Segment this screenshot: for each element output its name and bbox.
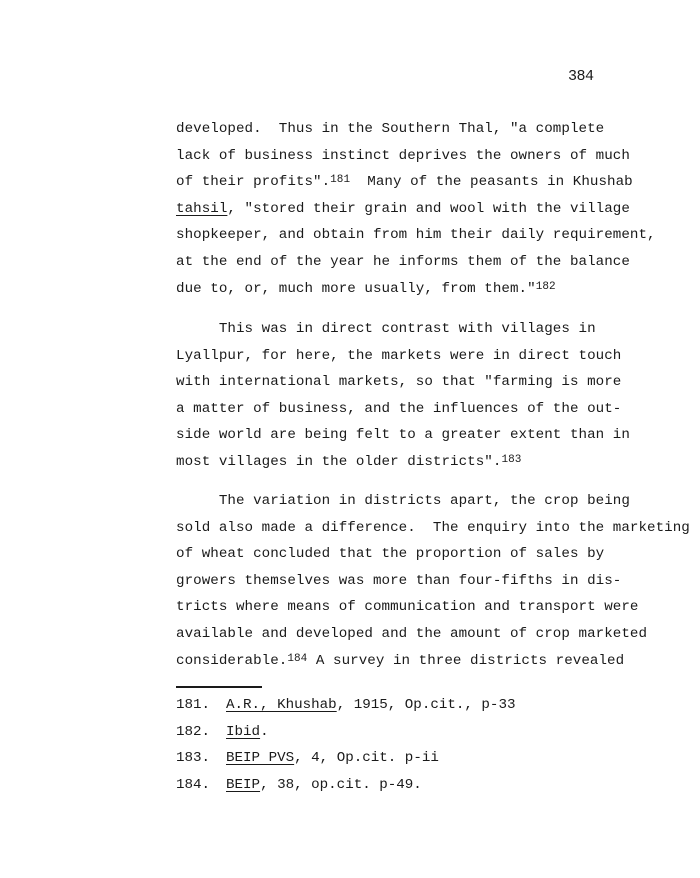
footnote-detail: , 38, op.cit. p-49. [260,776,422,793]
footnote-marker: 182 [535,280,556,293]
line-text: with international markets, so that "farming is more [176,374,622,391]
line-text: a matter of business, and the influences of the out- [176,400,622,417]
text-line [176,572,621,590]
footnote-source: A.R., Khushab [226,697,337,713]
underlined-term: tahsil [176,200,228,217]
footnote-divider [176,686,262,688]
footnote-marker: 181 [330,174,351,187]
footnote-detail: . [260,723,269,740]
footnote-source: Ibid [226,723,261,740]
text-line [176,492,630,510]
page-number: 384 [568,68,594,85]
line-text: side world are being felt to a greater extent than in [176,427,630,444]
line-text: , "stored their grain and wool with the village [227,200,630,217]
text-line [176,200,630,218]
text-line [176,253,630,271]
footnote-marker: 184 [287,652,308,665]
line-text: A survey in three districts revealed [307,652,625,669]
text-line [176,280,556,298]
line-text: tricts where means of communication and transport were [176,599,639,616]
footnote-number: 183. [176,750,211,767]
footnote-source: BEIP PVS [226,750,295,767]
text-line [176,598,638,616]
line-text: lack of business instinct deprives the owners of much [176,147,630,164]
line-text: considerable. [176,652,288,669]
footnote-marker: 183 [501,454,522,466]
line-text: developed. Thus in the Southern Thal, "a complete [176,121,605,137]
line-text: most villages in the older districts". [176,454,502,470]
footnote [176,696,515,714]
footnote-number: 184. [176,776,211,793]
line-text: The variation in districts apart, the crop being [176,493,630,509]
text-line [176,120,604,138]
line-text: of their profits". [176,174,331,191]
text-line [176,652,624,670]
line-text: growers themselves was more than four-fifths in dis- [176,572,622,589]
footnote-detail: , 1915, Op.cit., p-33 [336,697,516,713]
text-line [176,400,621,418]
footnote-number: 182. [176,723,211,740]
text-line [176,519,690,537]
text-line [176,320,596,338]
text-line [176,453,521,471]
footnote-detail: , 4, Op.cit. p-ii [294,750,439,767]
footnote [176,776,422,794]
line-text: This was in direct contrast with villages in [176,321,596,337]
text-line [176,426,630,444]
line-text: Many of the peasants in Khushab [350,174,633,191]
line-text: sold also made a difference. The enquiry into the marketing [176,519,690,536]
footnote-source: BEIP [226,776,261,793]
text-line [176,545,604,563]
line-text: Lyallpur, for here, the markets were in direct touch [176,347,622,364]
text-line [176,347,621,365]
text-line [176,226,656,244]
text-line [176,173,633,191]
line-text: due to, or, much more usually, from them." [176,280,536,297]
line-text: shopkeeper, and obtain from him their daily requirement, [176,227,656,244]
line-text: at the end of the year he informs them of the balance [176,254,630,270]
footnote [176,749,439,767]
text-line [176,147,630,165]
text-line [176,625,647,643]
line-text: of wheat concluded that the proportion of sales by [176,546,605,563]
footnote [176,723,269,741]
line-text: available and developed and the amount of crop marketed [176,626,648,642]
footnote-number: 181. [176,697,211,713]
text-line [176,373,621,391]
